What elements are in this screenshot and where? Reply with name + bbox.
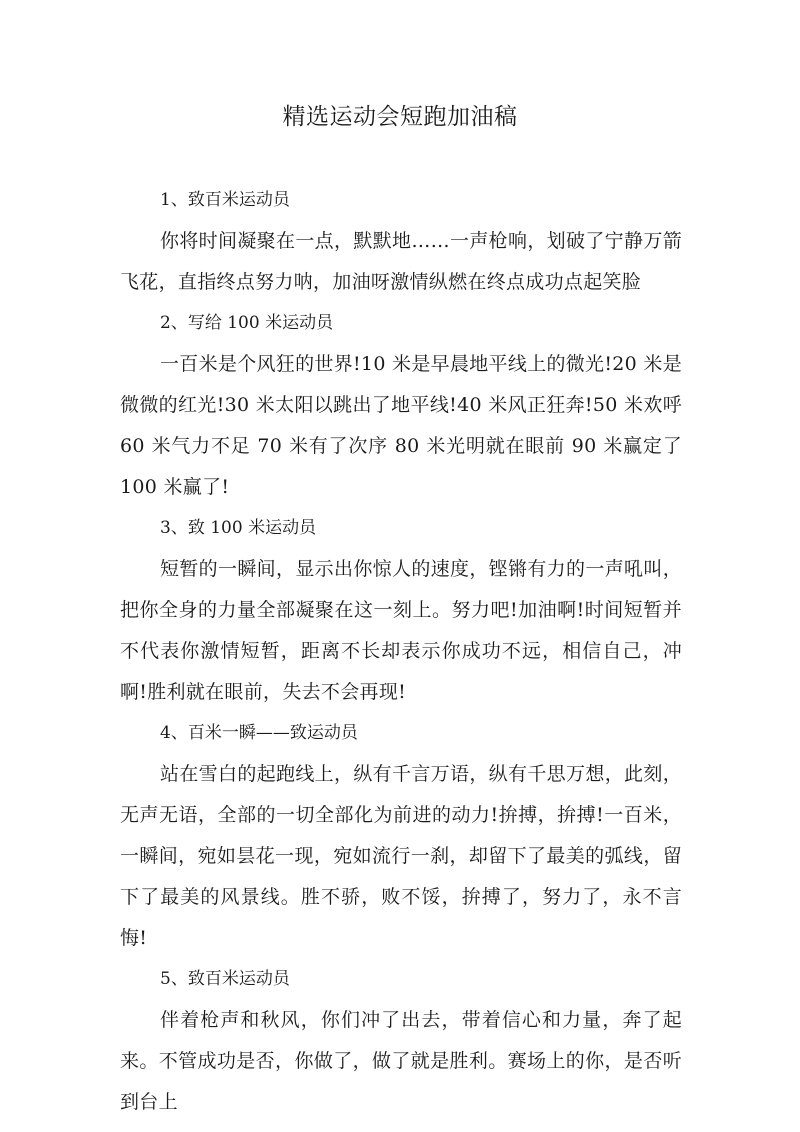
section-2	[120, 303, 682, 508]
section-paragraph: 一百米是个风狂的世界!10 米是早晨地平线上的微光!20 米是微微的红光!30 米太阳以跳出了地平线!40 米风正狂奔!50 米欢呼 60 米气力不足 70 米有了次序 80 米光明就在眼前 90 米赢定了 100 米赢了!	[120, 353, 683, 498]
section-heading: 3、致 100 米运动员	[160, 518, 317, 538]
section-heading: 2、写给 100 米运动员	[160, 313, 334, 333]
section-paragraph: 站在雪白的起跑线上，纵有千言万语，纵有千思万想，此刻，无声无语，全部的一切全部化为前进的动力!拚搏，拚搏!一百米，一瞬间，宛如昙花一现，宛如流行一刹，却留下了最美的弧线，留下了最美的风景线。胜不骄，败不馁，拚搏了，努力了，永不言悔!	[120, 763, 682, 949]
section-paragraph: 你将时间凝聚在一点，默默地……一声枪响，划破了宁静万箭飞花，直指终点努力呐，加油呀激情纵燃在终点成功点起笑脸	[120, 230, 682, 293]
section-heading: 4、百米一瞬——致运动员	[160, 723, 358, 743]
section-4	[120, 713, 682, 959]
section-heading: 1、致百米运动员	[160, 190, 290, 210]
section-paragraph: 伴着枪声和秋风，你们冲了出去，带着信心和力量，奔了起来。不管成功是否，你做了，做了就是胜利。赛场上的你，是否听到台上	[120, 1009, 682, 1113]
section-paragraph: 短暂的一瞬间，显示出你惊人的速度，铿锵有力的一声吼叫，把你全身的力量全部凝聚在这一刻上。努力吧!加油啊!时间短暂并不代表你激情短暂，距离不长却表示你成功不远，相信自己，冲啊!胜利就在眼前，失去不会再现!	[120, 558, 682, 703]
document-title: 精选运动会短跑加油稿	[282, 104, 518, 130]
section-1	[120, 180, 682, 303]
document-body	[120, 180, 682, 1123]
section-5	[120, 959, 682, 1123]
section-heading: 5、致百米运动员	[160, 969, 290, 989]
section-3	[120, 508, 682, 713]
